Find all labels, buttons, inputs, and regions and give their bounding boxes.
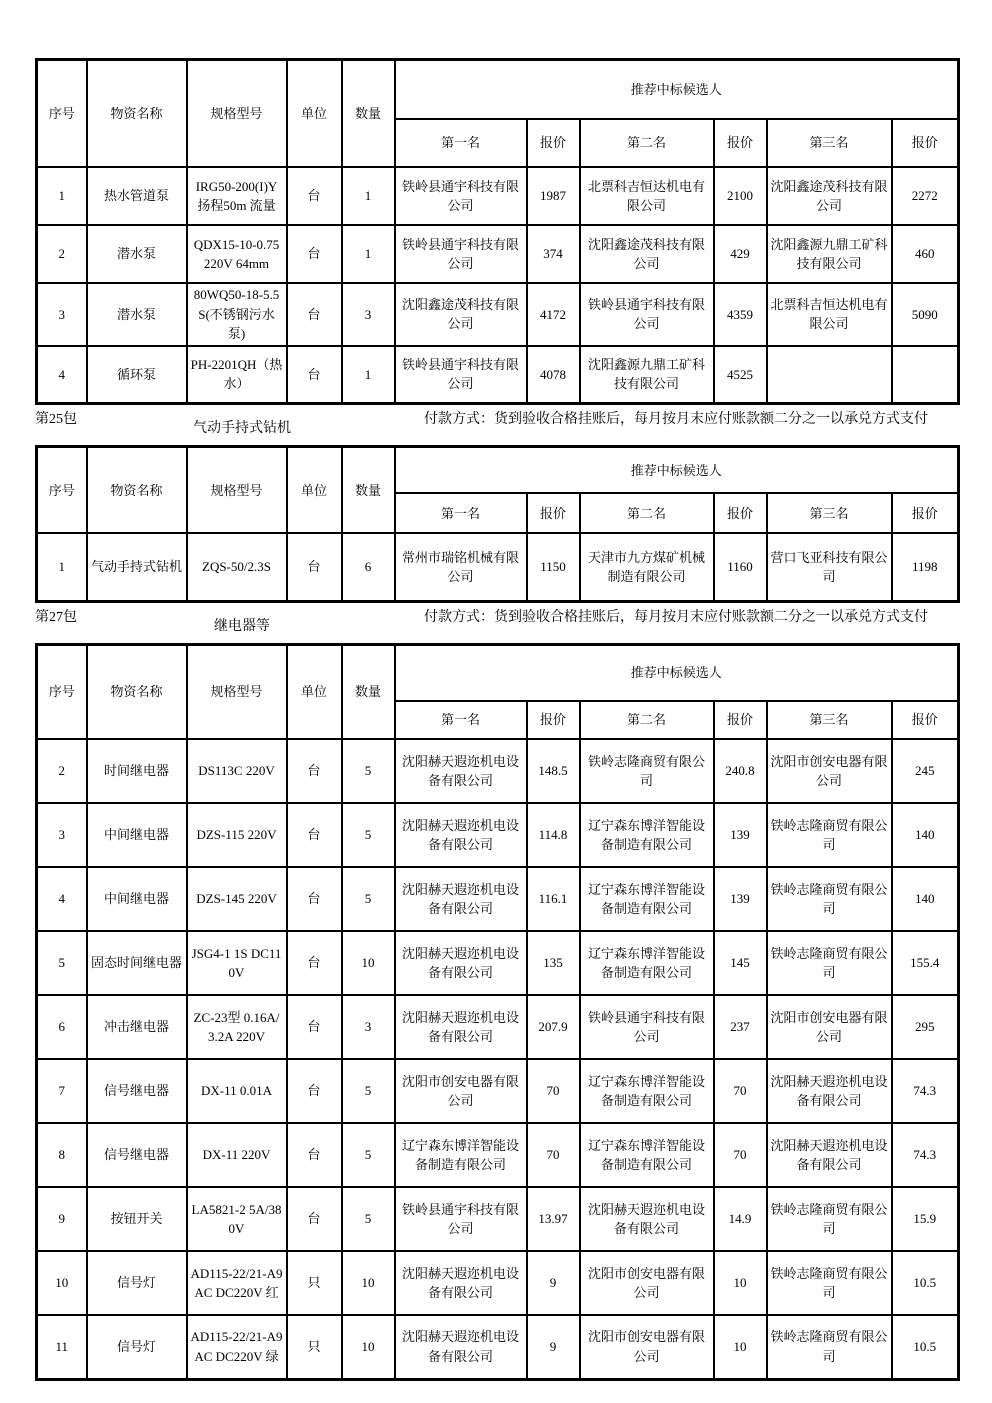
cell-material-name: 按钮开关 [87, 1187, 187, 1251]
cell-material-name: 潜水泵 [87, 283, 187, 346]
section-package-27: 第27包 [35, 609, 77, 625]
cell-seq: 2 [37, 739, 87, 803]
cell-spec: JSG4-1 1S DC110V [187, 931, 287, 995]
section-payment-25: 付款方式：货到验收合格挂账后，每月按月末应付账款额二分之一以承兑方式支付 [424, 412, 928, 427]
cell-third-price: 155.4 [892, 931, 959, 995]
cell-third-candidate: 铁岭志隆商贸有限公司 [767, 931, 892, 995]
cell-spec: QDX15-10-0.75 220V 64mm [187, 225, 287, 283]
table-row [37, 1059, 959, 1123]
cell-first-price: 9 [527, 1315, 580, 1379]
cell-spec: PH-2201QH（热水） [187, 346, 287, 404]
cell-unit: 台 [287, 1187, 342, 1251]
cell-seq: 10 [37, 1251, 87, 1315]
cell-unit: 台 [287, 533, 342, 601]
table-row [37, 1187, 959, 1251]
col-header-seq: 序号 [37, 645, 87, 740]
cell-second-candidate: 铁岭县通宇科技有限公司 [580, 995, 714, 1059]
cell-seq: 5 [37, 931, 87, 995]
cell-third-candidate: 营口飞亚科技有限公司 [767, 533, 892, 601]
cell-first-price: 374 [527, 225, 580, 283]
cell-third-candidate: 沈阳赫天遐迩机电设备有限公司 [767, 1059, 892, 1123]
cell-spec: LA5821-2 5A/380V [187, 1187, 287, 1251]
cell-first-candidate: 沈阳赫天遐迩机电设备有限公司 [395, 1315, 527, 1379]
col-header-candidates: 推荐中标候选人 [395, 447, 959, 494]
cell-third-price: 5090 [892, 283, 959, 346]
col-header-third: 第三名 [767, 119, 892, 167]
cell-first-price: 135 [527, 931, 580, 995]
cell-spec: ZC-23型 0.16A/3.2A 220V [187, 995, 287, 1059]
cell-second-price: 70 [714, 1059, 767, 1123]
cell-second-price: 1160 [714, 533, 767, 601]
section-payment-27: 付款方式：货到验收合格挂账后，每月按月末应付账款额二分之一以承兑方式支付 [424, 609, 928, 625]
cell-qty: 5 [342, 1187, 395, 1251]
col-header-price-3: 报价 [892, 493, 959, 533]
cell-first-price: 116.1 [527, 867, 580, 931]
cell-unit: 台 [287, 803, 342, 867]
cell-spec: IRG50-200(I)Y扬程50m 流量 [187, 167, 287, 225]
col-header-material-name: 物资名称 [87, 447, 187, 534]
cell-second-price: 10 [714, 1315, 767, 1379]
cell-third-candidate [767, 346, 892, 404]
cell-qty: 6 [342, 533, 395, 601]
cell-third-price: 1198 [892, 533, 959, 601]
cell-second-price: 145 [714, 931, 767, 995]
bid-table-pumps [35, 58, 960, 405]
cell-first-candidate: 沈阳市创安电器有限公司 [395, 1059, 527, 1123]
cell-second-candidate: 辽宁森东博洋智能设备制造有限公司 [580, 931, 714, 995]
cell-third-candidate: 沈阳赫天遐迩机电设备有限公司 [767, 1123, 892, 1187]
cell-material-name: 冲击继电器 [87, 995, 187, 1059]
cell-spec: AD115-22/21-A9 AC DC220V 红 [187, 1251, 287, 1315]
col-header-unit: 单位 [287, 447, 342, 534]
col-header-third: 第三名 [767, 701, 892, 739]
cell-first-price: 1150 [527, 533, 580, 601]
cell-material-name: 潜水泵 [87, 225, 187, 283]
col-header-price-1: 报价 [527, 493, 580, 533]
cell-spec: ZQS-50/2.3S [187, 533, 287, 601]
cell-second-price: 14.9 [714, 1187, 767, 1251]
table-row [37, 1315, 959, 1379]
cell-third-candidate: 北票科吉恒达机电有限公司 [767, 283, 892, 346]
col-header-unit: 单位 [287, 60, 342, 168]
cell-spec: DX-11 0.01A [187, 1059, 287, 1123]
cell-material-name: 固态时间继电器 [87, 931, 187, 995]
cell-material-name: 信号继电器 [87, 1059, 187, 1123]
cell-second-candidate: 沈阳市创安电器有限公司 [580, 1251, 714, 1315]
cell-third-price: 295 [892, 995, 959, 1059]
cell-third-price: 10.5 [892, 1315, 959, 1379]
cell-third-price [892, 346, 959, 404]
cell-first-price: 207.9 [527, 995, 580, 1059]
cell-seq: 6 [37, 995, 87, 1059]
col-header-price-3: 报价 [892, 119, 959, 167]
cell-spec: 80WQ50-18-5.5S(不锈钢污水泵) [187, 283, 287, 346]
col-header-spec: 规格型号 [187, 60, 287, 168]
cell-third-candidate: 沈阳鑫源九鼎工矿科技有限公司 [767, 225, 892, 283]
cell-first-candidate: 沈阳赫天遐迩机电设备有限公司 [395, 739, 527, 803]
cell-second-price: 4359 [714, 283, 767, 346]
cell-qty: 1 [342, 346, 395, 404]
table-row [37, 283, 959, 346]
section-header-27 [35, 608, 957, 637]
cell-first-candidate: 沈阳赫天遐迩机电设备有限公司 [395, 867, 527, 931]
cell-qty: 1 [342, 167, 395, 225]
cell-third-candidate: 沈阳鑫途茂科技有限公司 [767, 167, 892, 225]
cell-second-candidate: 沈阳赫天遐迩机电设备有限公司 [580, 1187, 714, 1251]
cell-qty: 5 [342, 803, 395, 867]
col-header-price-1: 报价 [527, 119, 580, 167]
cell-third-candidate: 铁岭志隆商贸有限公司 [767, 1251, 892, 1315]
col-header-first: 第一名 [395, 493, 527, 533]
cell-third-candidate: 铁岭志隆商贸有限公司 [767, 867, 892, 931]
cell-third-candidate: 铁岭志隆商贸有限公司 [767, 1315, 892, 1379]
cell-first-price: 114.8 [527, 803, 580, 867]
cell-spec: DZS-115 220V [187, 803, 287, 867]
cell-unit: 台 [287, 995, 342, 1059]
cell-material-name: 气动手持式钻机 [87, 533, 187, 601]
cell-unit: 台 [287, 867, 342, 931]
cell-qty: 5 [342, 739, 395, 803]
cell-third-price: 15.9 [892, 1187, 959, 1251]
cell-unit: 台 [287, 167, 342, 225]
cell-second-price: 429 [714, 225, 767, 283]
cell-unit: 台 [287, 225, 342, 283]
cell-spec: DX-11 220V [187, 1123, 287, 1187]
cell-third-candidate: 沈阳市创安电器有限公司 [767, 995, 892, 1059]
cell-second-candidate: 天津市九方煤矿机械制造有限公司 [580, 533, 714, 601]
table-row [37, 995, 959, 1059]
cell-first-candidate: 辽宁森东博洋智能设备制造有限公司 [395, 1123, 527, 1187]
cell-third-price: 10.5 [892, 1251, 959, 1315]
section-title-25: 气动手持式钻机 [193, 421, 291, 436]
cell-unit: 只 [287, 1315, 342, 1379]
cell-material-name: 热水管道泵 [87, 167, 187, 225]
cell-first-candidate: 沈阳赫天遐迩机电设备有限公司 [395, 803, 527, 867]
cell-first-price: 4078 [527, 346, 580, 404]
cell-qty: 10 [342, 931, 395, 995]
table-row [37, 803, 959, 867]
cell-spec: DZS-145 220V [187, 867, 287, 931]
cell-second-candidate: 铁岭县通宇科技有限公司 [580, 283, 714, 346]
cell-second-candidate: 北票科吉恒达机电有限公司 [580, 167, 714, 225]
col-header-price-3: 报价 [892, 701, 959, 739]
cell-qty: 5 [342, 1059, 395, 1123]
cell-third-candidate: 铁岭志隆商贸有限公司 [767, 1187, 892, 1251]
col-header-price-2: 报价 [714, 493, 767, 533]
cell-unit: 台 [287, 739, 342, 803]
cell-second-candidate: 辽宁森东博洋智能设备制造有限公司 [580, 867, 714, 931]
cell-first-candidate: 沈阳赫天遐迩机电设备有限公司 [395, 995, 527, 1059]
cell-spec: DS113C 220V [187, 739, 287, 803]
col-header-spec: 规格型号 [187, 447, 287, 534]
cell-qty: 5 [342, 867, 395, 931]
cell-second-candidate: 辽宁森东博洋智能设备制造有限公司 [580, 803, 714, 867]
cell-first-price: 9 [527, 1251, 580, 1315]
cell-first-price: 148.5 [527, 739, 580, 803]
cell-first-price: 70 [527, 1059, 580, 1123]
cell-unit: 台 [287, 283, 342, 346]
col-header-material-name: 物资名称 [87, 60, 187, 168]
cell-seq: 1 [37, 533, 87, 601]
cell-seq: 11 [37, 1315, 87, 1379]
col-header-first: 第一名 [395, 119, 527, 167]
cell-first-candidate: 铁岭县通宇科技有限公司 [395, 225, 527, 283]
table-row [37, 167, 959, 225]
cell-second-price: 4525 [714, 346, 767, 404]
cell-seq: 3 [37, 283, 87, 346]
cell-second-price: 2100 [714, 167, 767, 225]
cell-seq: 2 [37, 225, 87, 283]
table-row [37, 1123, 959, 1187]
cell-unit: 台 [287, 1123, 342, 1187]
col-header-price-2: 报价 [714, 701, 767, 739]
col-header-price-2: 报价 [714, 119, 767, 167]
cell-third-price: 245 [892, 739, 959, 803]
cell-first-candidate: 铁岭县通宇科技有限公司 [395, 346, 527, 404]
section-title-27: 继电器等 [214, 618, 270, 634]
cell-second-price: 139 [714, 803, 767, 867]
bid-table-relays [35, 643, 960, 1381]
section-package-25: 第25包 [35, 412, 77, 427]
cell-qty: 10 [342, 1251, 395, 1315]
cell-qty: 3 [342, 283, 395, 346]
table-row [37, 867, 959, 931]
cell-third-price: 140 [892, 803, 959, 867]
cell-third-price: 460 [892, 225, 959, 283]
cell-unit: 台 [287, 346, 342, 404]
cell-qty: 5 [342, 1123, 395, 1187]
cell-first-candidate: 沈阳鑫途茂科技有限公司 [395, 283, 527, 346]
table-row [37, 1251, 959, 1315]
col-header-material-name: 物资名称 [87, 645, 187, 740]
cell-second-price: 70 [714, 1123, 767, 1187]
col-header-candidates: 推荐中标候选人 [395, 60, 959, 120]
cell-material-name: 信号灯 [87, 1251, 187, 1315]
cell-material-name: 信号继电器 [87, 1123, 187, 1187]
table-row [37, 346, 959, 404]
col-header-second: 第二名 [580, 701, 714, 739]
col-header-second: 第二名 [580, 119, 714, 167]
cell-first-candidate: 沈阳赫天遐迩机电设备有限公司 [395, 931, 527, 995]
cell-second-candidate: 沈阳鑫途茂科技有限公司 [580, 225, 714, 283]
table-row [37, 533, 959, 601]
col-header-qty: 数量 [342, 60, 395, 168]
cell-first-candidate: 沈阳赫天遐迩机电设备有限公司 [395, 1251, 527, 1315]
cell-unit: 台 [287, 1059, 342, 1123]
cell-unit: 只 [287, 1251, 342, 1315]
cell-seq: 8 [37, 1123, 87, 1187]
cell-first-candidate: 铁岭县通宇科技有限公司 [395, 167, 527, 225]
cell-third-candidate: 铁岭志隆商贸有限公司 [767, 803, 892, 867]
col-header-candidates: 推荐中标候选人 [395, 645, 959, 702]
cell-first-price: 13.97 [527, 1187, 580, 1251]
table-row [37, 739, 959, 803]
cell-seq: 9 [37, 1187, 87, 1251]
cell-qty: 1 [342, 225, 395, 283]
cell-third-price: 2272 [892, 167, 959, 225]
cell-second-candidate: 沈阳市创安电器有限公司 [580, 1315, 714, 1379]
cell-second-candidate: 辽宁森东博洋智能设备制造有限公司 [580, 1123, 714, 1187]
section-header-25 [35, 410, 957, 439]
cell-third-price: 140 [892, 867, 959, 931]
cell-first-price: 70 [527, 1123, 580, 1187]
cell-seq: 7 [37, 1059, 87, 1123]
cell-second-candidate: 沈阳鑫源九鼎工矿科技有限公司 [580, 346, 714, 404]
cell-seq: 1 [37, 167, 87, 225]
cell-seq: 4 [37, 867, 87, 931]
cell-spec: AD115-22/21-A9 AC DC220V 绿 [187, 1315, 287, 1379]
cell-material-name: 中间继电器 [87, 867, 187, 931]
cell-qty: 10 [342, 1315, 395, 1379]
cell-first-candidate: 铁岭县通宇科技有限公司 [395, 1187, 527, 1251]
cell-second-price: 10 [714, 1251, 767, 1315]
cell-third-price: 74.3 [892, 1123, 959, 1187]
col-header-unit: 单位 [287, 645, 342, 740]
cell-seq: 4 [37, 346, 87, 404]
cell-first-price: 4172 [527, 283, 580, 346]
cell-first-price: 1987 [527, 167, 580, 225]
cell-seq: 3 [37, 803, 87, 867]
cell-second-price: 237 [714, 995, 767, 1059]
cell-qty: 3 [342, 995, 395, 1059]
cell-material-name: 循环泵 [87, 346, 187, 404]
bid-table-drill [35, 445, 960, 603]
col-header-second: 第二名 [580, 493, 714, 533]
cell-third-candidate: 沈阳市创安电器有限公司 [767, 739, 892, 803]
col-header-qty: 数量 [342, 645, 395, 740]
cell-material-name: 中间继电器 [87, 803, 187, 867]
cell-second-candidate: 辽宁森东博洋智能设备制造有限公司 [580, 1059, 714, 1123]
cell-second-price: 240.8 [714, 739, 767, 803]
col-header-seq: 序号 [37, 60, 87, 168]
cell-first-candidate: 常州市瑞铭机械有限公司 [395, 533, 527, 601]
col-header-first: 第一名 [395, 701, 527, 739]
cell-second-candidate: 铁岭志隆商贸有限公司 [580, 739, 714, 803]
col-header-spec: 规格型号 [187, 645, 287, 740]
col-header-third: 第三名 [767, 493, 892, 533]
cell-material-name: 信号灯 [87, 1315, 187, 1379]
col-header-price-1: 报价 [527, 701, 580, 739]
cell-unit: 台 [287, 931, 342, 995]
cell-material-name: 时间继电器 [87, 739, 187, 803]
col-header-seq: 序号 [37, 447, 87, 534]
cell-third-price: 74.3 [892, 1059, 959, 1123]
table-row [37, 225, 959, 283]
cell-second-price: 139 [714, 867, 767, 931]
table-row [37, 931, 959, 995]
col-header-qty: 数量 [342, 447, 395, 534]
